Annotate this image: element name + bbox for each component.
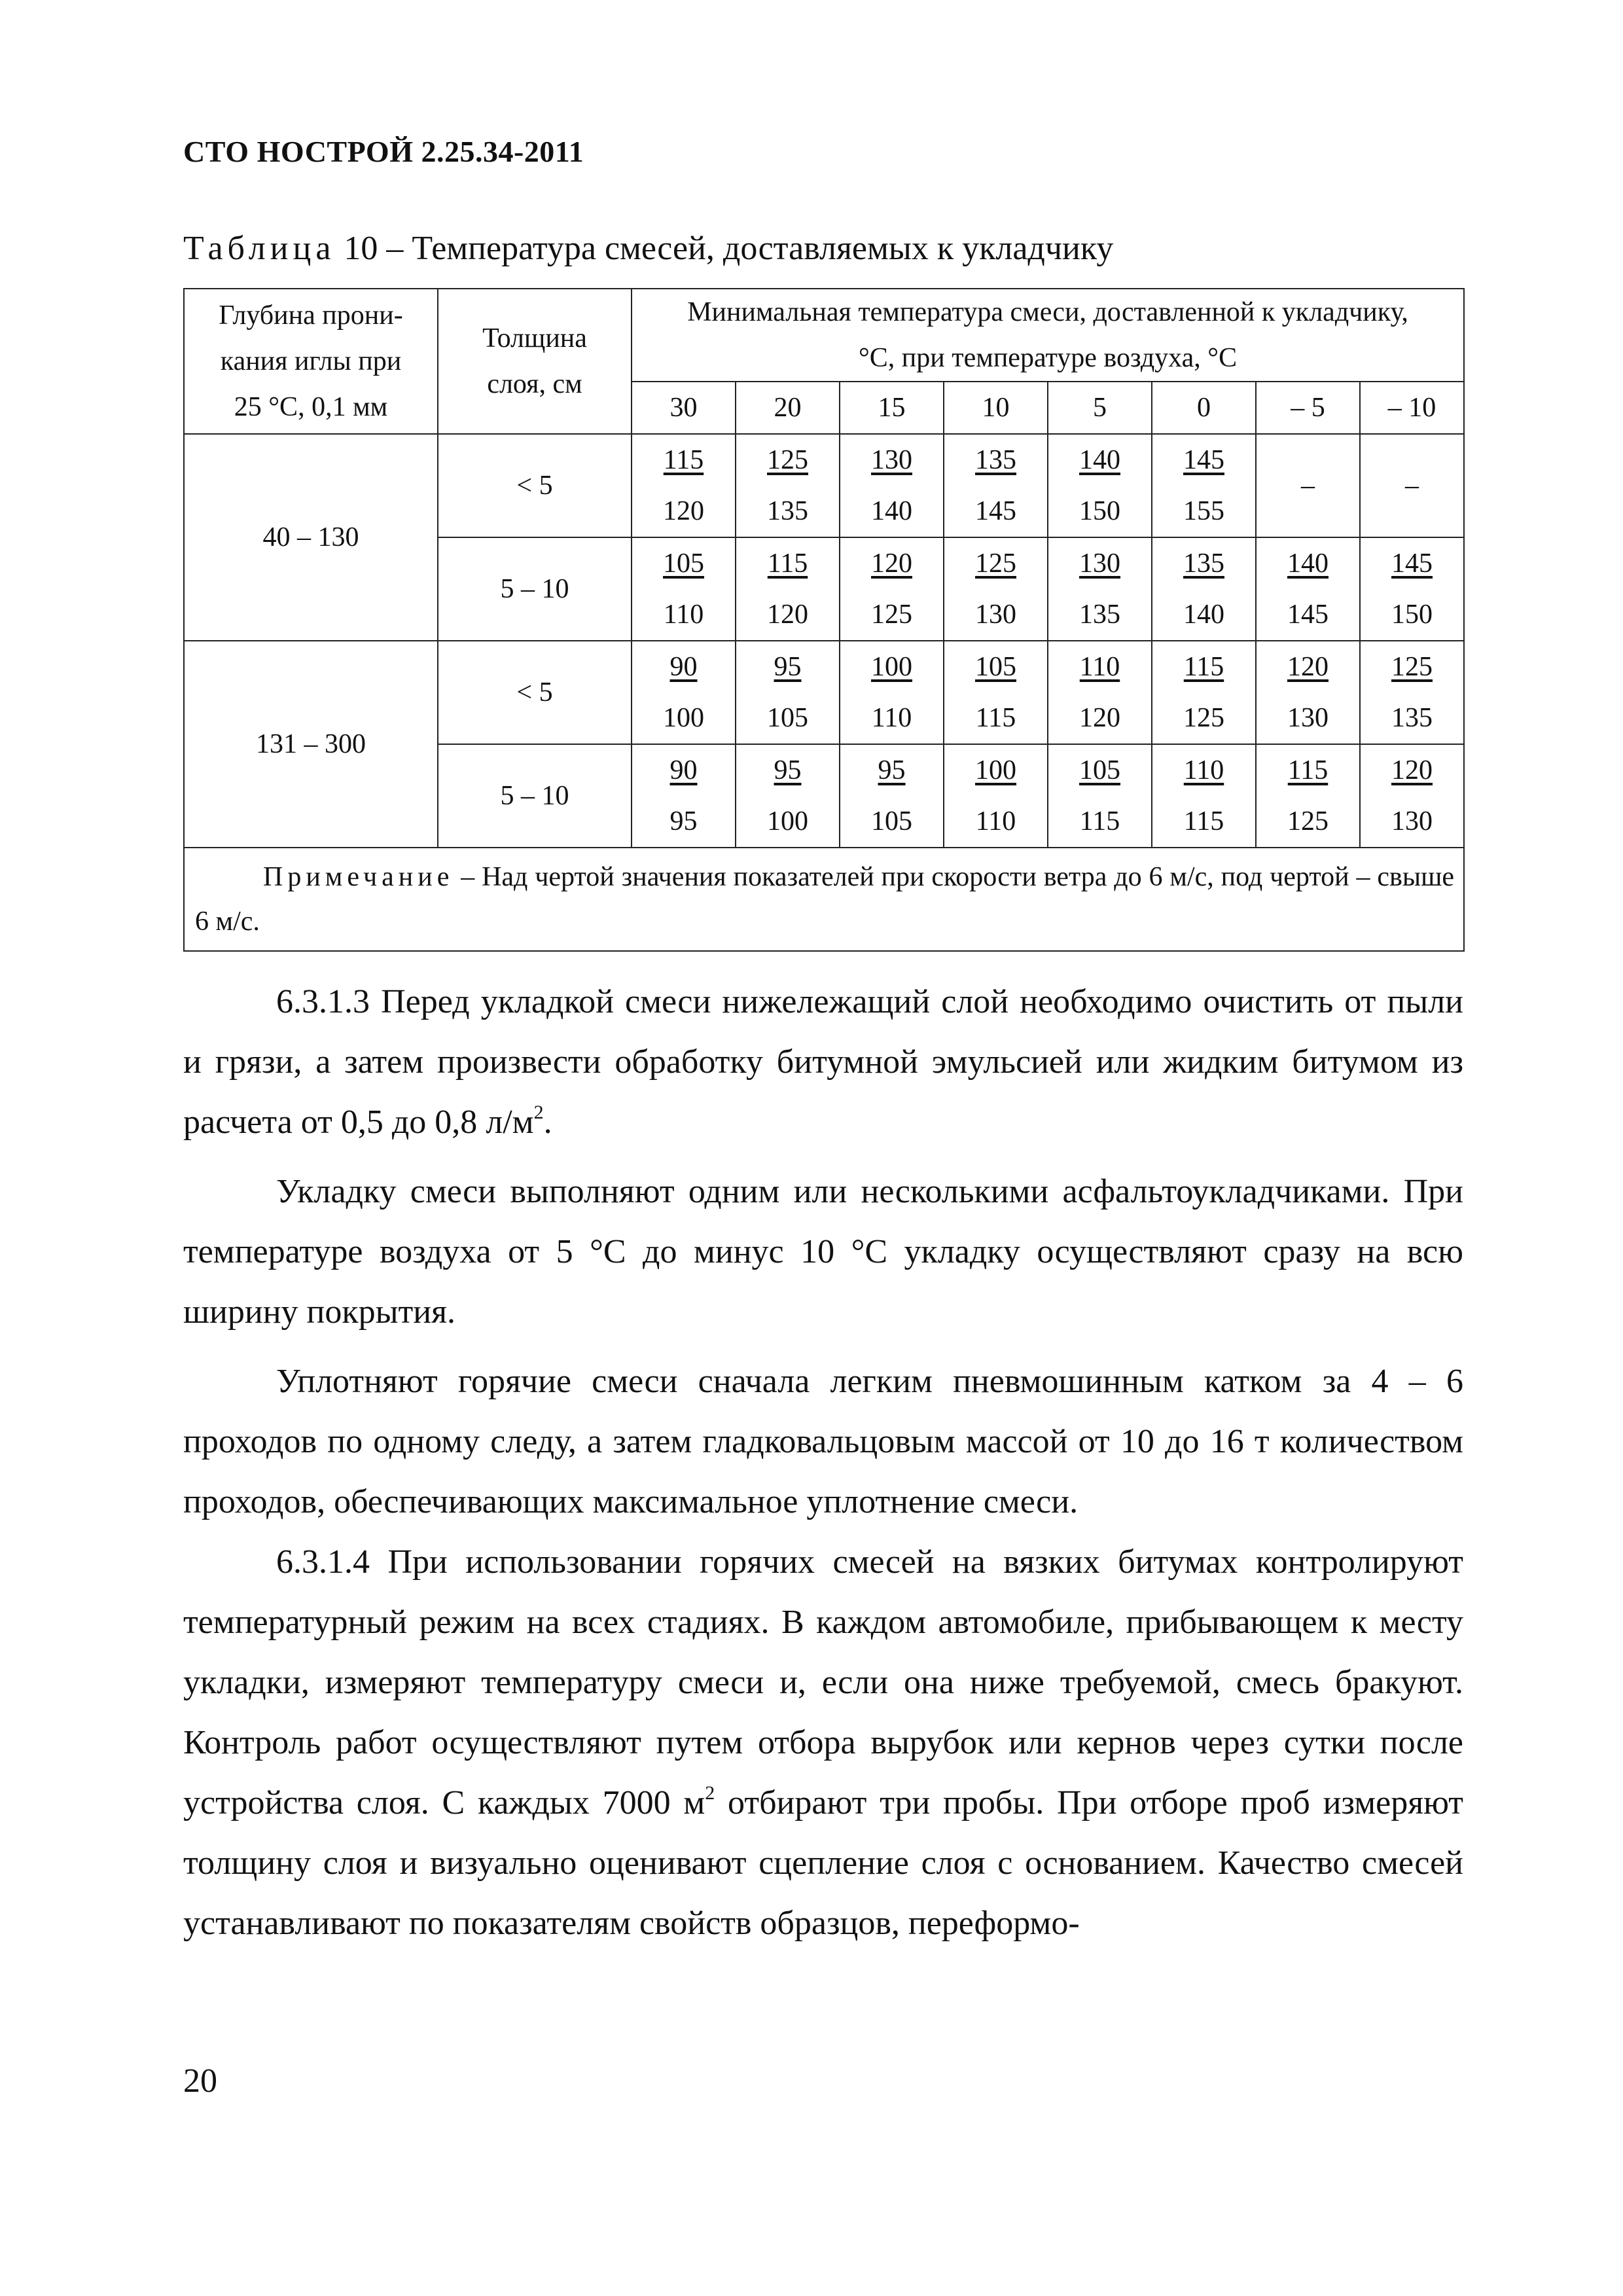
note-label: Примечание <box>263 862 454 892</box>
table-caption-prefix: Таблица <box>183 230 336 267</box>
value-cell: 120 130 <box>1360 744 1464 848</box>
thickness-cell: 5 – 10 <box>438 744 632 848</box>
value-cell: 115 125 <box>1152 641 1256 744</box>
value-cell: 95 105 <box>736 641 840 744</box>
body-text <box>183 972 1463 1954</box>
value-cell: 135 145 <box>944 434 1048 537</box>
table-note-row <box>184 848 1464 951</box>
value-cell: 110 120 <box>1048 641 1152 744</box>
paragraph: 6.3.1.3 Перед укладкой смеси нижележащий слой необходимо очистить от пыли и грязи, а затем произвести обработку битумной эмульсией или жидким битумом из расчета от 0,5 до 0,8 $л/м^2$. <box>183 983 1463 1141</box>
table-caption <box>183 229 1113 268</box>
value-cell: 105 115 <box>944 641 1048 744</box>
value-cell: 145 155 <box>1152 434 1256 537</box>
min-temperature-header: Минимальная температура смеси, доставленной к укладчику, °С, при температуре воздуха, °С <box>632 289 1464 382</box>
value-cell-dash: – <box>1360 434 1464 537</box>
penetration-cell: 40 – 130 <box>184 434 438 641</box>
note-text: – Над чертой значения показателей при скорости ветра до 6 м/с, под чертой – свыше 6 м/с. <box>195 862 1455 937</box>
value-cell: 90 95 <box>632 744 736 848</box>
paragraph: Уплотняют горячие смеси сначала легким пневмошинным катком за 4 – 6 проходов по одному следу, а затем гладковальцовым массой от 10 до 16 т количеством проходов, обеспечивающих максимальное уплотнение смеси. <box>183 1363 1463 1520</box>
air-temp-cell: 10 <box>944 382 1048 434</box>
table-row <box>184 434 1464 537</box>
air-temp-cell: – 5 <box>1256 382 1360 434</box>
value-cell: 110 115 <box>1152 744 1256 848</box>
value-cell-dash: – <box>1256 434 1360 537</box>
thickness-cell: < 5 <box>438 434 632 537</box>
value-cell: 125 135 <box>1360 641 1464 744</box>
value-cell: 115 125 <box>1256 744 1360 848</box>
value-cell: 115 120 <box>632 434 736 537</box>
value-cell: 105 110 <box>632 537 736 641</box>
value-cell: 130 135 <box>1048 537 1152 641</box>
penetration-cell: 131 – 300 <box>184 641 438 848</box>
value-cell: 95 105 <box>840 744 944 848</box>
paragraph: 6.3.1.4 При использовании горячих смесей на вязких битумах контролируют температурный режим на всех стадиях. В каждом автомобиле, прибывающем к месту укладки, измеряют температуру смеси и, если она ниже требуемой, смесь бракуют. Контроль работ осуществляют путем отбора вырубок или кернов через сутки после устройства слоя. С каждых 7000 $м^2$ отбирают три пробы. При отборе проб измеряют толщину слоя и визуально оценивают сцепление слоя с основанием. Качество смесей устанавливают по показателям свойств образцов, переформо- <box>183 1543 1463 1942</box>
value-cell: 120 130 <box>1256 641 1360 744</box>
value-cell: 140 150 <box>1048 434 1152 537</box>
air-temp-cell: 0 <box>1152 382 1256 434</box>
paragraph: Укладку смеси выполняют одним или несколькими асфальтоукладчиками. При температуре воздуха от 5 °С до минус 10 °С укладку осуществляют сразу на всю ширину покрытия. <box>183 1173 1463 1331</box>
value-cell: 100 110 <box>944 744 1048 848</box>
temperature-table <box>183 288 1465 952</box>
thickness-header: Толщина слоя, см <box>438 289 632 434</box>
value-cell: 100 110 <box>840 641 944 744</box>
value-cell: 95 100 <box>736 744 840 848</box>
document-header: СТО НОСТРОЙ 2.25.34-2011 <box>183 135 584 168</box>
table-caption-text: 10 – Температура смесей, доставляемых к укладчику <box>335 230 1114 267</box>
air-temp-cell: 15 <box>840 382 944 434</box>
value-cell: 140 145 <box>1256 537 1360 641</box>
page-number: 20 <box>183 2062 217 2100</box>
penetration-header: Глубина прони- кания иглы при 25 °С, 0,1 мм <box>184 289 438 434</box>
table-note <box>184 848 1464 951</box>
value-cell: 135 140 <box>1152 537 1256 641</box>
air-temp-cell: 5 <box>1048 382 1152 434</box>
value-cell: 145 150 <box>1360 537 1464 641</box>
value-cell: 120 125 <box>840 537 944 641</box>
air-temp-cell: 20 <box>736 382 840 434</box>
value-cell: 125 130 <box>944 537 1048 641</box>
table-row <box>184 641 1464 744</box>
thickness-cell: 5 – 10 <box>438 537 632 641</box>
thickness-cell: < 5 <box>438 641 632 744</box>
air-temp-cell: – 10 <box>1360 382 1464 434</box>
value-cell: 90 100 <box>632 641 736 744</box>
value-cell: 125 135 <box>736 434 840 537</box>
value-cell: 105 115 <box>1048 744 1152 848</box>
value-cell: 115 120 <box>736 537 840 641</box>
value-cell: 130 140 <box>840 434 944 537</box>
air-temp-cell: 30 <box>632 382 736 434</box>
